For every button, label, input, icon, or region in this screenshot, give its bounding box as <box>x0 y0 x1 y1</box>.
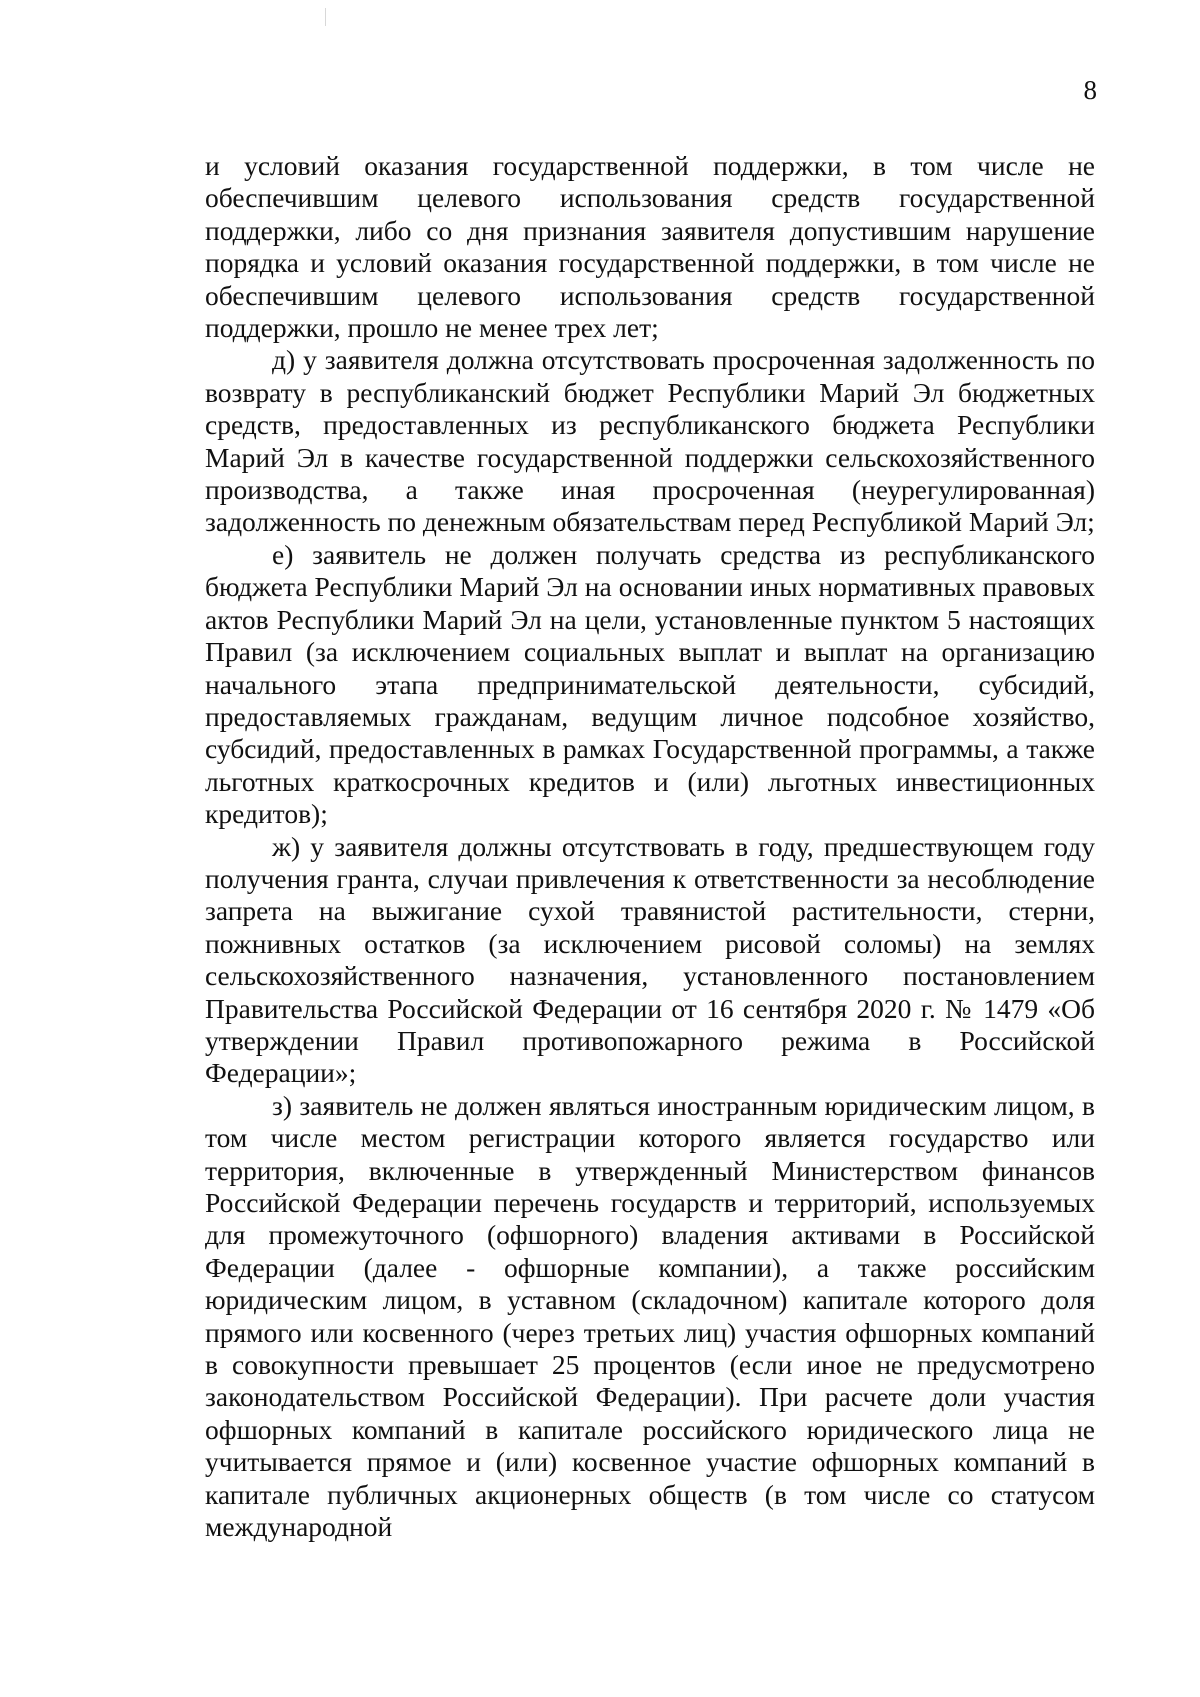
page-number: 8 <box>1083 75 1097 105</box>
paragraph-item-d: д) у заявителя должна отсутствовать просроченная задолженность по возврату в республиканский бюджет Республики Марий Эл бюджетных средств, предоставленных из республиканского бюджета Республики Марий Эл в качестве государственной поддержки сельскохозяйственного производства, а также иная просроченная (неурегулированная) задолженность по денежным обязательствам перед Республикой Марий Эл; <box>205 344 1095 538</box>
paragraph-item-zh: ж) у заявителя должны отсутствовать в году, предшествующем году получения гранта, случаи привлечения к ответственности за несоблюдение запрета на выжигание сухой травянистой растительности, стерни, пожнивных остатков (за исключением рисовой соломы) на землях сельскохозяйственного назначения, установленного постановлением Правительства Российской Федерации от 16 сентября 2020 г. № 1479 «Об утверждении Правил противопожарного режима в Российской Федерации»; <box>205 830 1095 1089</box>
paragraph-item-z: з) заявитель не должен являться иностранным юридическим лицом, в том числе местом регистрации которого является государство или территория, включенные в утвержденный Министерством финансов Российской Федерации перечень государств и территорий, используемых для промежуточного (офшорного) владения активами в Российской Федерации (далее - офшорные компании), а также российским юридическим лицом, в уставном (складочном) капитале которого доля прямого или косвенного (через третьих лиц) участия офшорных компаний в совокупности превышает 25 процентов (если иное не предусмотрено законодательством Российской Федерации). При расчете доли участия офшорных компаний в капитале российского юридического лица не учитывается прямое и (или) косвенное участие офшорных компаний в капитале публичных акционерных обществ (в том числе со статусом международной <box>205 1089 1095 1543</box>
paragraph-continuation: и условий оказания государственной поддержки, в том числе не обеспечившим целевого использования средств государственной поддержки, либо со дня признания заявителя допустившим нарушение порядка и условий оказания государственной поддержки, в том числе не обеспечившим целевого использования средств государственной поддержки, прошло не менее трех лет; <box>205 150 1095 344</box>
document-body <box>205 150 1095 1543</box>
scan-artifact <box>325 8 326 26</box>
paragraph-item-e: е) заявитель не должен получать средства из республиканского бюджета Республики Марий Эл на основании иных нормативных правовых актов Республики Марий Эл на цели, установленные пунктом 5 настоящих Правил (за исключением социальных выплат и выплат на организацию начального этапа предпринимательской деятельности, субсидий, предоставляемых гражданам, ведущим личное подсобное хозяйство, субсидий, предоставленных в рамках Государственной программы, а также льготных краткосрочных кредитов и (или) льготных инвестиционных кредитов); <box>205 538 1095 830</box>
